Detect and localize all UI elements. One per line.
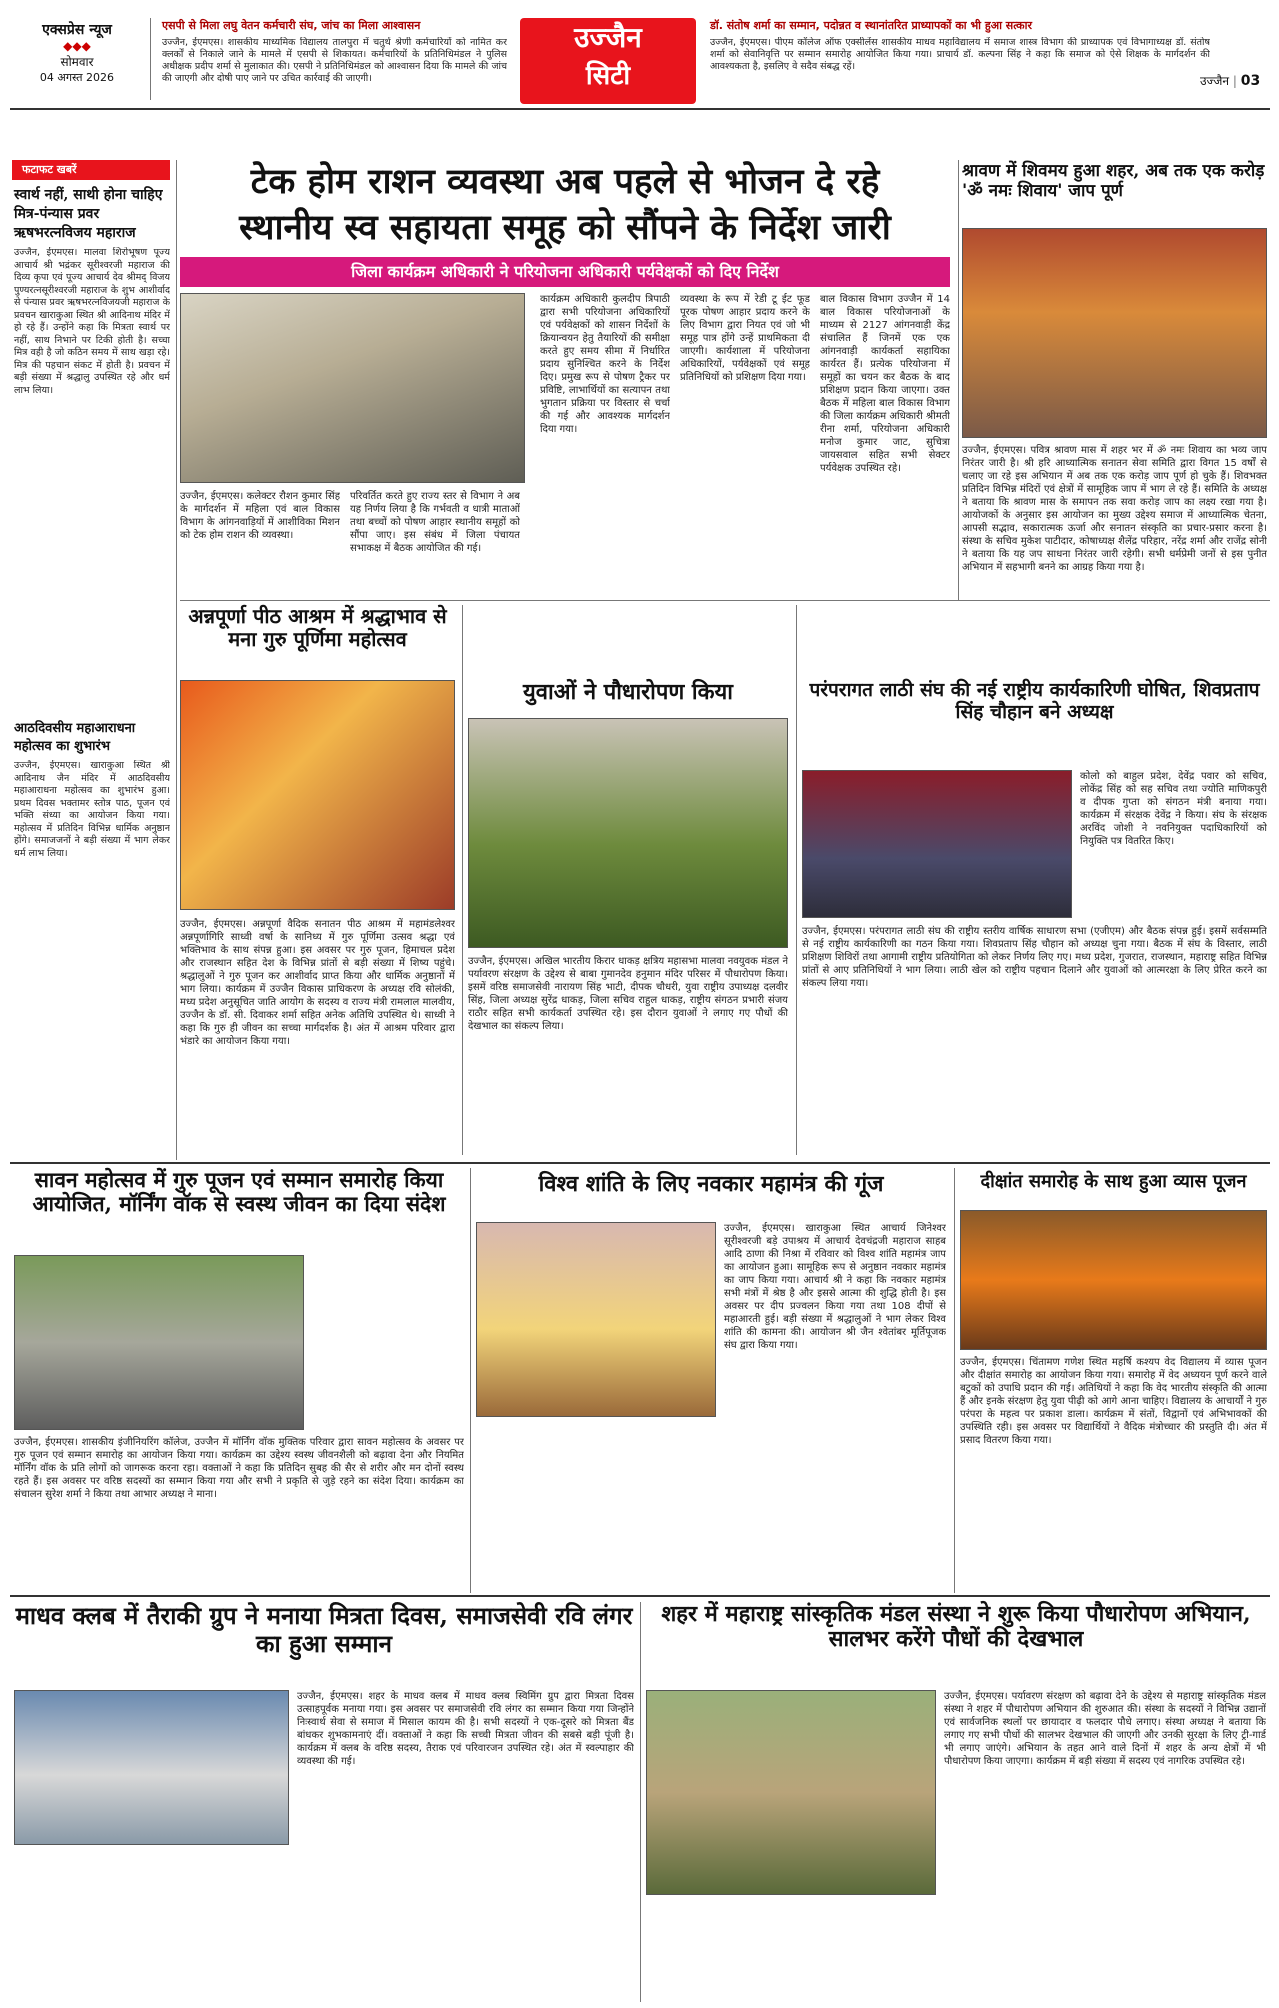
annapurna-headline: अन्नपूर्णा पीठ आश्रम में श्रद्धाभाव से मना गुरु पूर्णिमा महोत्सव <box>188 604 447 651</box>
maharashtra-photo <box>646 1690 936 1895</box>
brand-name: एक्सप्रेस न्यूज <box>42 22 112 38</box>
top-left-body: उज्जैन, ईएमएस। शासकीय माध्यमिक विद्यालय तालपुरा में चतुर्थ श्रेणी कर्मचारियों को नामित कर क्लर्कों से निकाले जाने के मामले में एसपी से शिकायत। कर्मचारियों के प्रतिनिधिमंडल ने पुलिस अधीक्षक प्रदीप शर्मा से मुलाकात की। एसपी ने प्रतिनिधिमंडल को आश्वासन दिया कि मामले की जांच की जाएगी और दोषी पाए जाने पर उचित कार्रवाई की जाएगी। <box>162 37 507 84</box>
issue-date: 04 अगस्त 2026 <box>39 71 115 84</box>
madhav-photo <box>14 1690 289 1845</box>
sawan-photo <box>14 1255 304 1430</box>
lead-photo <box>180 293 525 483</box>
navkar-headline: विश्व शांति के लिए नवकार महामंत्र की गूंज <box>538 1171 884 1197</box>
annapurna-photo <box>180 680 455 910</box>
top-left-brief <box>162 18 507 100</box>
madhav-headline: माधव क्लब में तैराकी ग्रुप ने मनाया मित्रता दिवस, समाजसेवी रवि लंगर का हुआ सम्मान <box>15 1601 633 1658</box>
sidebar-item1-body: उज्जैन, ईएमएस। मालवा शिरोभूषण पूज्य आचार्य श्री भद्रंकर सूरीश्वरजी महाराज की दिव्य कृपा एवं पूज्य आचार्य देव श्रीमद् विजय पुण्यरत्नसूरीश्वरजी महाराज के शुभ आशीर्वाद से पंन्यास प्रवर ऋषभरत्नविजयजी महाराज के प्रवचन खाराकुआ स्थित श्री आदिनाथ मंदिर में हो रहे हैं। उन्होंने कहा कि मित्रता स्वार्थ पर नहीं, साथ निभाने पर टिकी होती है। सच्चा मित्र वही है जो कठिन समय में साथ खड़ा रहे। मित्र की पहचान संकट में होती है। प्रवचन में बड़ी संख्या में श्रद्धालु उपस्थित रहे और धर्म लाभ लिया। <box>14 247 170 396</box>
top-left-headline: एसपी से मिला लघु वेतन कर्मचारी संघ, जांच का मिला आश्वासन <box>162 19 421 32</box>
lead-strap: जिला कार्यक्रम अधिकारी ने परियोजना अधिकारी पर्यवेक्षकों को दिए निर्देश <box>180 257 950 287</box>
lead-col2: परिवर्तित करते हुए राज्य स्तर से विभाग ने अब यह निर्णय लिया है कि गर्भवती व धात्री माताओं तथा बच्चों को पोषण आहार स्थानीय समूहों को सौंपा जाए। इस संबंध में जिला पंचायत सभाकक्ष में बैठक आयोजित की गई। <box>350 491 520 554</box>
page-number: 03 <box>1240 73 1261 89</box>
issue-day: सोमवार <box>60 55 94 69</box>
lead-col1: उज्जैन, ईएमएस। कलेक्टर रौशन कुमार सिंह के मार्गदर्शन में महिला एवं बाल विकास विभाग के आंगनवाड़ियों में आशीविका मिशन को टेक होम राशन की व्यवस्था। <box>180 491 340 541</box>
diksha-body: उज्जैन, ईएमएस। चिंतामण गणेश स्थित महर्षि कश्यप वेद विद्यालय में व्यास पूजन और दीक्षांत समारोह का आयोजन किया गया। समारोह में वेद अध्ययन पूर्ण करने वाले बटुकों को उपाधि प्रदान की गई। अतिथियों ने कहा कि वेद भारतीय संस्कृति की आत्मा हैं और इनके संरक्षण हेतु युवा पीढ़ी को आगे आना चाहिए। विद्यालय के आचार्यों ने गुरु परंपरा के महत्व पर प्रकाश डाला। कार्यक्रम में संतों, विद्वानों एवं अभिभावकों की उपस्थिति रही। इस अवसर पर विद्यार्थियों ने वैदिक मंत्रोच्चार की प्रस्तुति दी। अंत में प्रसाद वितरण किया गया। <box>960 1357 1267 1446</box>
lathi-headline: परंपरागत लाठी संघ की नई राष्ट्रीय कार्यकारिणी घोषित, शिवप्रताप सिंह चौहान बने अध्यक्ष <box>809 679 1260 723</box>
top-right-body: उज्जैन, ईएमएस। पीएम कॉलेज ऑफ एक्सीलेंस शासकीय माधव महाविद्यालय में समाज शास्त्र विभाग की प्राध्यापक एवं विभागाध्यक्ष डॉ. संतोष शर्मा को सेवानिवृत्ति पर सम्मान समारोह आयोजित किया गया। प्राचार्य डॉ. कल्पना सिंह ने कहा कि समाज को ऐसे शिक्षक के मार्गदर्शन की आवश्यकता है, इसलिए वे सदैव संबद्ध रहें। <box>710 37 1210 72</box>
youth-photo <box>468 718 788 948</box>
sidebar-item1 <box>14 186 170 747</box>
city-title-line1: उज्जैन <box>574 21 642 54</box>
sawan-body: उज्जैन, ईएमएस। शासकीय इंजीनियरिंग कॉलेज, उज्जैन में मॉर्निंग वॉक मुक्तिक परिवार द्वारा सावन महोत्सव के अवसर पर गुरु पूजन एवं सम्मान समारोह का आयोजन किया गया। कार्यक्रम का उद्देश्य स्वस्थ जीवनशैली को बढ़ावा देना और नियमित मॉर्निंग वॉक के प्रति लोगों को जागरूक करना रहा। वक्ताओं ने कहा कि प्रतिदिन सुबह की सैर से शरीर और मन दोनों स्वस्थ रहते हैं। इस अवसर पर वरिष्ठ सदस्यों का सम्मान किया गया और सभी ने प्रकृति से जुड़े रहने का संदेश दिया। कार्यक्रम का संचालन सुरेश शर्मा ने किया तथा आभार अध्यक्ष ने माना। <box>14 1437 464 1500</box>
sidebar-label: फटाफट खबरें <box>12 160 170 180</box>
shravan-headline: श्रावण में शिवमय हुआ शहर, अब तक एक करोड़ 'ॐ नमः शिवाय' जाप पूर्ण <box>962 161 1265 201</box>
shravan-photo <box>962 228 1267 438</box>
maharashtra-headline: शहर में महाराष्ट्र सांस्कृतिक मंडल संस्था ने शुरू किया पौधारोपण अभियान, सालभर करेंगे पौधों की देखभाल <box>661 1601 1251 1653</box>
navkar-body: उज्जैन, ईएमएस। खाराकुआ स्थित आचार्य जिनेश्वर सूरीश्वरजी बड़े उपाश्रय में आचार्य देवचंद्रजी महाराज साहब आदि ठाणा की निश्रा में रविवार को विश्व शांति महामंत्र जाप का आयोजन हुआ। सामूहिक रूप से अनुष्ठान नवकार महामंत्र का जाप किया गया। आचार्य श्री ने कहा कि नवकार महामंत्र सभी मंत्रों में श्रेष्ठ है और इससे आत्मा की शुद्धि होती है। इस अवसर पर दीप प्रज्वलन किया गया तथा 108 दीपों से महाआरती हुई। बड़ी संख्या में श्रद्धालुओं ने भाग लेकर विश्व शांति की कामना की। आयोजन श्री जैन श्वेतांबर मूर्तिपूजक संघ द्वारा किया गया। <box>724 1223 946 1351</box>
top-right-headline: डॉ. संतोष शर्मा का सम्मान, पदोन्नत व स्थानांतरित प्राध्यापकों का भी हुआ सत्कार <box>710 19 1032 32</box>
page-section-label: उज्जैन | 03 <box>1200 73 1261 89</box>
lead-col4: व्यवस्था के रूप में रेडी टू ईट फूड पूरक पोषण आहार प्रदाय करने के लिए विभाग द्वारा नियत एवं जो भी समूह पात्र होंगे उन्हें प्राथमिकता दी जाएगी। कार्यशाला में परियोजना अधिकारियों, पर्यवेक्षकों एवं समूह प्रतिनिधियों को प्रशिक्षण दिया गया। <box>680 294 810 383</box>
city-title-box <box>520 18 696 104</box>
maharashtra-body: उज्जैन, ईएमएस। पर्यावरण संरक्षण को बढ़ावा देने के उद्देश्य से महाराष्ट्र सांस्कृतिक मंडल संस्था ने शहर में पौधारोपण अभियान की शुरुआत की। संस्था के सदस्यों ने विभिन्न उद्यानों एवं सार्वजनिक स्थलों पर छायादार व फलदार पौधे लगाए। संस्था अध्यक्ष ने बताया कि लगाए गए सभी पौधों की सालभर देखभाल की जाएगी और उनकी सुरक्षा के लिए ट्री-गार्ड भी लगाए जाएंगे। अभियान के तहत आने वाले दिनों में शहर के अन्य क्षेत्रों में भी पौधारोपण किया जाएगा। कार्यक्रम में बड़ी संख्या में सदस्य एवं नागरिक उपस्थित रहे। <box>944 1691 1266 1767</box>
sidebar-item2 <box>14 720 170 1180</box>
youth-headline: युवाओं ने पौधारोपण किया <box>523 679 733 705</box>
sawan-headline: सावन महोत्सव में गुरु पूजन एवं सम्मान समारोह किया आयोजित, मॉर्निंग वॉक से स्वस्थ जीवन का दिया संदेश <box>32 1167 446 1217</box>
lead-headline-2: स्थानीय स्व सहायता समूह को सौंपने के निर्देश जारी <box>239 207 891 248</box>
lead-col3: कार्यक्रम अधिकारी कुलदीप त्रिपाठी द्वारा सभी परियोजना अधिकारियों एवं पर्यवेक्षकों को शासन निर्देशों के क्रियान्वयन हेतु तैयारियों की समीक्षा करते हुए समय सीमा में निर्धारित प्रदाय सुनिश्चित करने के निर्देश दिए। प्रमुख रूप से पोषण ट्रैकर पर प्रविष्टि, लाभार्थियों का सत्यापन तथा भुगतान प्रक्रिया पर विस्तार से चर्चा की गई और आवश्यक मार्गदर्शन दिया गया। <box>540 294 670 435</box>
sidebar-item2-body: उज्जैन, ईएमएस। खाराकुआ स्थित श्री आदिनाथ जैन मंदिर में आठदिवसीय महाआराधना महोत्सव का शुभारंभ हुआ। प्रथम दिवस भक्तामर स्तोत्र पाठ, पूजन एवं भक्ति संध्या का आयोजन किया गया। महोत्सव में प्रतिदिन विभिन्न धार्मिक अनुष्ठान होंगे। समाजजनों ने बड़ी संख्या में भाग लेकर धर्म लाभ लिया। <box>14 760 170 859</box>
section-name: उज्जैन <box>1200 74 1230 88</box>
lathi-body-top: कोलो को बाहुल प्रदेश, देवेंद्र पवार को सचिव, लोकेंद्र सिंह को सह सचिव तथा ज्योति माणिकपुरी व दीपक गुप्ता को संगठन मंत्री बनाया गया। कार्यक्रम में संरक्षक देवेंद्र ने किया। संघ के संरक्षक अरविंद जोशी ने नवनियुक्त पदाधिकारियों को नियुक्ति पत्र वितरित किए। <box>1080 771 1267 847</box>
sidebar-item2-headline: आठदिवसीय महाआराधना महोत्सव का शुभारंभ <box>14 721 136 754</box>
top-right-brief <box>710 18 1210 100</box>
lead-headline-1: टेक होम राशन व्यवस्था अब पहले से भोजन दे रहे <box>250 161 880 202</box>
sidebar-item1-headline: स्वार्थ नहीं, साथी होना चाहिए मित्र-पंन्यास प्रवर ऋषभरत्नविजय महाराज <box>14 187 163 241</box>
masthead-brand-block <box>18 20 136 90</box>
lathi-photo <box>802 770 1072 918</box>
diksha-headline: दीक्षांत समारोह के साथ हुआ व्यास पूजन <box>980 1171 1247 1192</box>
diksha-photo <box>960 1210 1267 1350</box>
lathi-body: उज्जैन, ईएमएस। परंपरागत लाठी संघ की राष्ट्रीय स्तरीय वार्षिक साधारण सभा (एजीएम) और बैठक संपन्न हुई। इसमें सर्वसम्मति से नई राष्ट्रीय कार्यकारिणी का गठन किया गया। शिवप्रताप सिंह चौहान को अध्यक्ष चुना गया। बैठक में संघ के विस्तार, लाठी प्रशिक्षण शिविरों तथा आगामी राष्ट्रीय प्रतियोगिता को लेकर निर्णय लिए गए। मध्य प्रदेश, गुजरात, राजस्थान, महाराष्ट्र सहित विभिन्न प्रांतों से आए प्रतिनिधियों ने भाग लिया। लाठी खेल को राष्ट्रीय पहचान दिलाने और युवाओं को आत्मरक्षा के लिए प्रेरित करने का संकल्प लिया गया। <box>802 926 1267 989</box>
madhav-body: उज्जैन, ईएमएस। शहर के माधव क्लब में माधव क्लब स्विमिंग ग्रुप द्वारा मित्रता दिवस उत्साहपूर्वक मनाया गया। इस अवसर पर समाजसेवी रवि लंगर का सम्मान किया गया जिन्होंने निःस्वार्थ सेवा से समाज में मिसाल कायम की है। सभी सदस्यों ने एक-दूसरे को मित्रता बैंड बांधकर शुभकामनाएं दीं। वक्ताओं ने कहा कि सच्ची मित्रता जीवन की सबसे बड़ी पूंजी है। कार्यक्रम में क्लब के वरिष्ठ सदस्य, तैराक एवं परिवारजन उपस्थित रहे। अंत में स्वल्पाहार की व्यवस्था की गई। <box>297 1691 634 1767</box>
brand-diamond-icon: ◆◆◆ <box>63 39 91 53</box>
shravan-body: उज्जैन, ईएमएस। पवित्र श्रावण मास में शहर भर में ॐ नमः शिवाय का भव्य जाप निरंतर जारी है। श्री हरि आध्यात्मिक सनातन सेवा समिति द्वारा विगत 15 वर्षों से चलाए जा रहे इस अभियान में अब तक एक करोड़ जाप पूर्ण हो चुके हैं। शिवभक्त प्रतिदिन विभिन्न मंदिरों एवं क्षेत्रों में सामूहिक जाप में भाग ले रहे हैं। समिति के अध्यक्ष ने बताया कि श्रावण मास के समापन तक सवा करोड़ जाप का लक्ष्य रखा गया है। आयोजकों के अनुसार इस आयोजन का मुख्य उद्देश्य समाज में आध्यात्मिक चेतना, आपसी सद्भाव, सकारात्मक ऊर्जा और सनातन संस्कृति का प्रचार-प्रसार करना है। संस्था के सचिव मुकेश पाटीदार, कोषाध्यक्ष शैलेंद्र परिहार, नरेंद्र शर्मा और राजेंद्र सोनी ने बताया कि यह जप साधना निरंतर जारी रहेगी। सभी धर्मप्रेमी जनों से इस पुनीत अभियान में सहभागी बनने का आग्रह किया गया है। <box>962 445 1267 573</box>
city-title-line2: सिटी <box>585 61 631 91</box>
youth-body: उज्जैन, ईएमएस। अखिल भारतीय किरार धाकड़ क्षत्रिय महासभा मालवा नवयुवक मंडल ने पर्यावरण संरक्षण के उद्देश्य से बाबा गुमानदेव हनुमान मंदिर परिसर में पौधारोपण किया। इसमें वरिष्ठ समाजसेवी नारायण सिंह भाटी, दीपक चौधरी, युवा राष्ट्रीय उपाध्यक्ष दलवीर सिंह, जिला अध्यक्ष सुरेंद्र धाकड़, जिला सचिव राहुल धाकड़, राष्ट्रीय संगठन प्रभारी संजय राठौर सहित सभी कार्यकर्ता उपस्थित रहे। इस दौरान युवाओं ने लगाए गए पौधों की देखभाल का संकल्प लिया। <box>468 956 788 1032</box>
lead-col5: बाल विकास विभाग उज्जैन में 14 बाल विकास परियोजनाओं के माध्यम से 2127 आंगनवाड़ी केंद्र संचालित हैं जिनमें एक एक आंगनवाड़ी कार्यकर्ता सहायिका कार्यरत हैं। प्रत्येक परियोजना में समूहों का चयन कर बैठक के बाद प्रशिक्षण प्रदान किया जाएगा। उक्त बैठक में महिला बाल विकास विभाग की जिला कार्यक्रम अधिकारी श्रीमती रीना शर्मा, परियोजना अधिकारी मनोज कुमार जाट, सुचित्रा जायसवाल सहित सभी सेक्टर पर्यवेक्षक उपस्थित रहे। <box>820 294 950 474</box>
annapurna-body: उज्जैन, ईएमएस। अन्नपूर्णा वैदिक सनातन पीठ आश्रम में महामंडलेश्वर अन्नपूर्णागिरि साध्वी वर्षा के सानिध्य में गुरु पूर्णिमा उत्सव श्रद्धा एवं भक्तिभाव के साथ संपन्न हुआ। इस अवसर पर गुरु पूजन, हिमाचल प्रदेश और राजस्थान सहित देश के विभिन्न प्रांतों से बड़ी संख्या में शिष्य पहुंचे। श्रद्धालुओं ने गुरु पूजन कर आशीर्वाद प्राप्त किया और धार्मिक अनुष्ठानों में भाग लिया। कार्यक्रम में उज्जैन विकास प्राधिकरण के अध्यक्ष रवि सोलंकी, मध्य प्रदेश अनुसूचित जाति आयोग के सदस्य व राज्य मंत्री रामलाल मालवीय, उज्जैन के डॉ. सी. दिवाकर शर्मा सहित अनेक अतिथि उपस्थित थे। साध्वी ने कहा कि गुरु ही जीवन का सच्चा मार्गदर्शक है। अंत में आश्रम परिवार द्वारा भंडारे का आयोजन किया गया। <box>180 919 455 1047</box>
navkar-photo <box>476 1222 716 1417</box>
